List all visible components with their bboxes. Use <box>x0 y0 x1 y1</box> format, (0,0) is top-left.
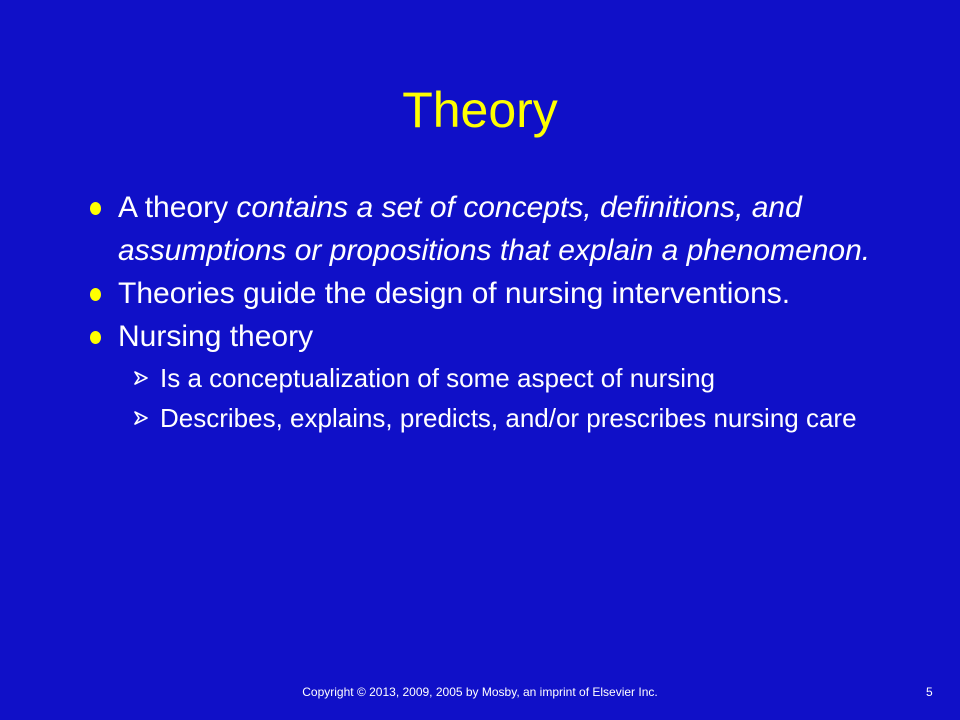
bullet-text: Nursing theory <box>118 320 314 353</box>
bullet-item <box>90 272 890 315</box>
sub-bullet-item <box>118 358 890 398</box>
round-bullet-icon <box>90 331 101 344</box>
arrow-bullet-icon <box>134 411 149 425</box>
bullet-item <box>90 186 890 272</box>
slide-title: Theory <box>402 82 558 138</box>
sub-bullet-text: Describes, explains, predicts, and/or prescribes nursing care <box>160 403 857 433</box>
arrow-bullet-icon <box>134 371 149 385</box>
sub-bullet-item <box>118 398 890 438</box>
sub-bullet-text: Is a conceptualization of some aspect of nursing <box>160 363 715 393</box>
bullet-text-plain: A theory <box>118 191 237 224</box>
round-bullet-icon <box>90 202 101 215</box>
bullet-list <box>90 186 890 438</box>
copyright-footer: Copyright © 2013, 2009, 2005 by Mosby, an imprint of Elsevier Inc. <box>302 685 658 699</box>
bullet-item <box>90 315 890 438</box>
sub-bullet-list <box>118 358 890 438</box>
round-bullet-icon <box>90 288 101 301</box>
bullet-text: Theories guide the design of nursing interventions. <box>118 277 791 310</box>
page-number: 5 <box>926 685 933 699</box>
bullet-text-italic: contains a set of concepts, definitions, and assumptions or propositions that explain a phenomenon. <box>118 191 871 267</box>
